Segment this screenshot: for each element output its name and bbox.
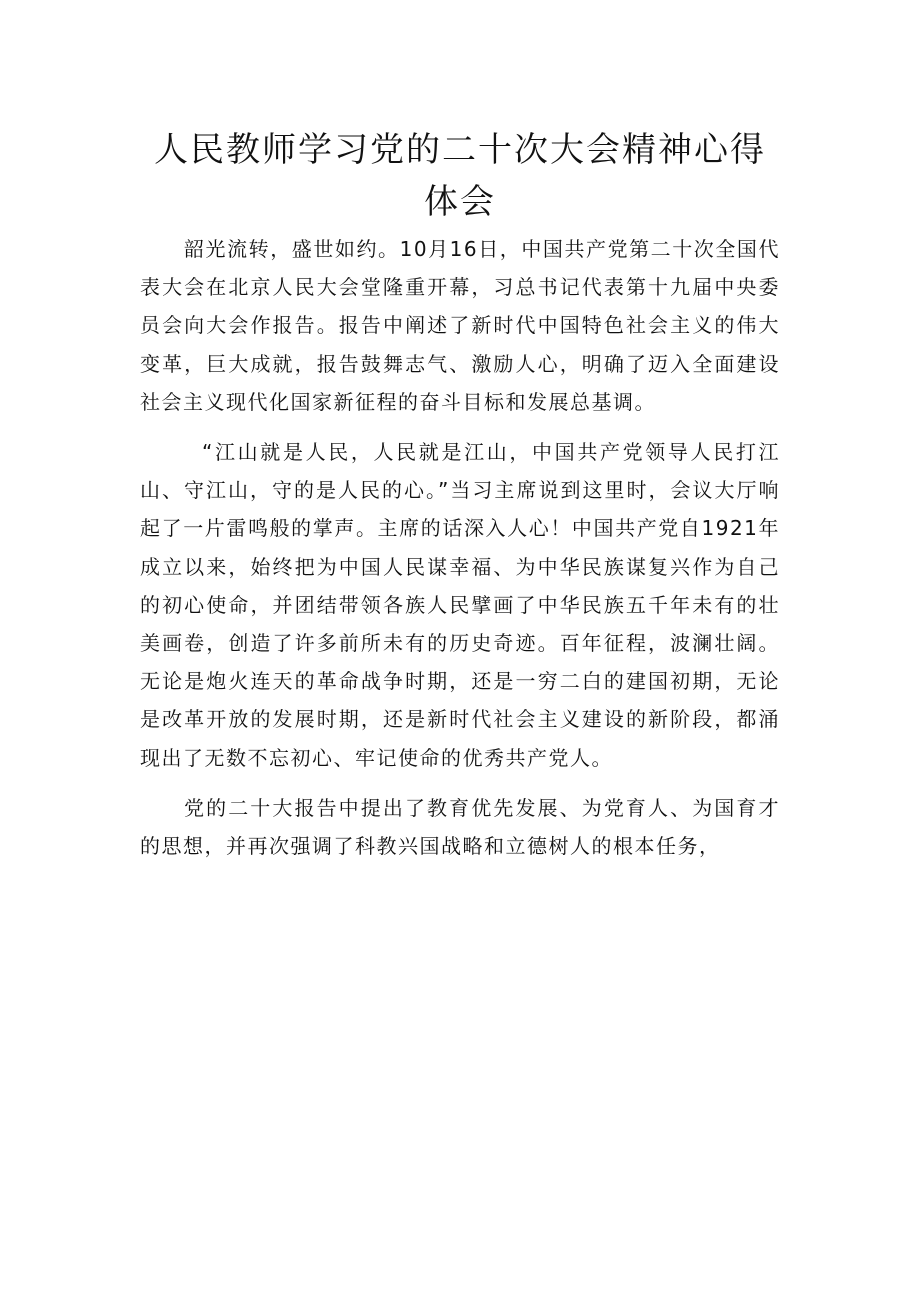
- document-title: 人民教师学习党的二十次大会精神心得体会: [154, 130, 766, 222]
- document-body: [140, 230, 780, 877]
- paragraph-3: 党的二十大报告中提出了教育优先发展、为党育人、为国育才的思想，并再次强调了科教兴国战略和立德树人的根本任务，: [140, 795, 780, 859]
- paragraph-1: 韶光流转，盛世如约。10月16日，中国共产党第二十次全国代表大会在北京人民大会堂隆重开幕，习总书记代表第十九届中央委员会向大会作报告。报告中阐述了新时代中国特色社会主义的伟大变革，巨大成就，报告鼓舞志气、激励人心，明确了迈入全面建设社会主义现代化国家新征程的奋斗目标和发展总基调。: [140, 237, 780, 414]
- paragraph-2: “江山就是人民，人民就是江山，中国共产党领导人民打江山、守江山，守的是人民的心。”当习主席说到这里时，会议大厅响起了一片雷鸣般的掌声。主席的话深入人心！中国共产党自1921年成立以来，始终把为中国人民谋幸福、为中华民族谋复兴作为自己的初心使命，并团结带领各族人民擘画了中华民族五千年未有的壮美画卷，创造了许多前所未有的历史奇迹。百年征程，波澜壮阔。无论是炮火连天的革命战争时期，还是一穷二白的建国初期，无论是改革开放的发展时期，还是新时代社会主义建设的新阶段，都涌现出了无数不忘初心、牢记使命的优秀共产党人。: [140, 440, 780, 770]
